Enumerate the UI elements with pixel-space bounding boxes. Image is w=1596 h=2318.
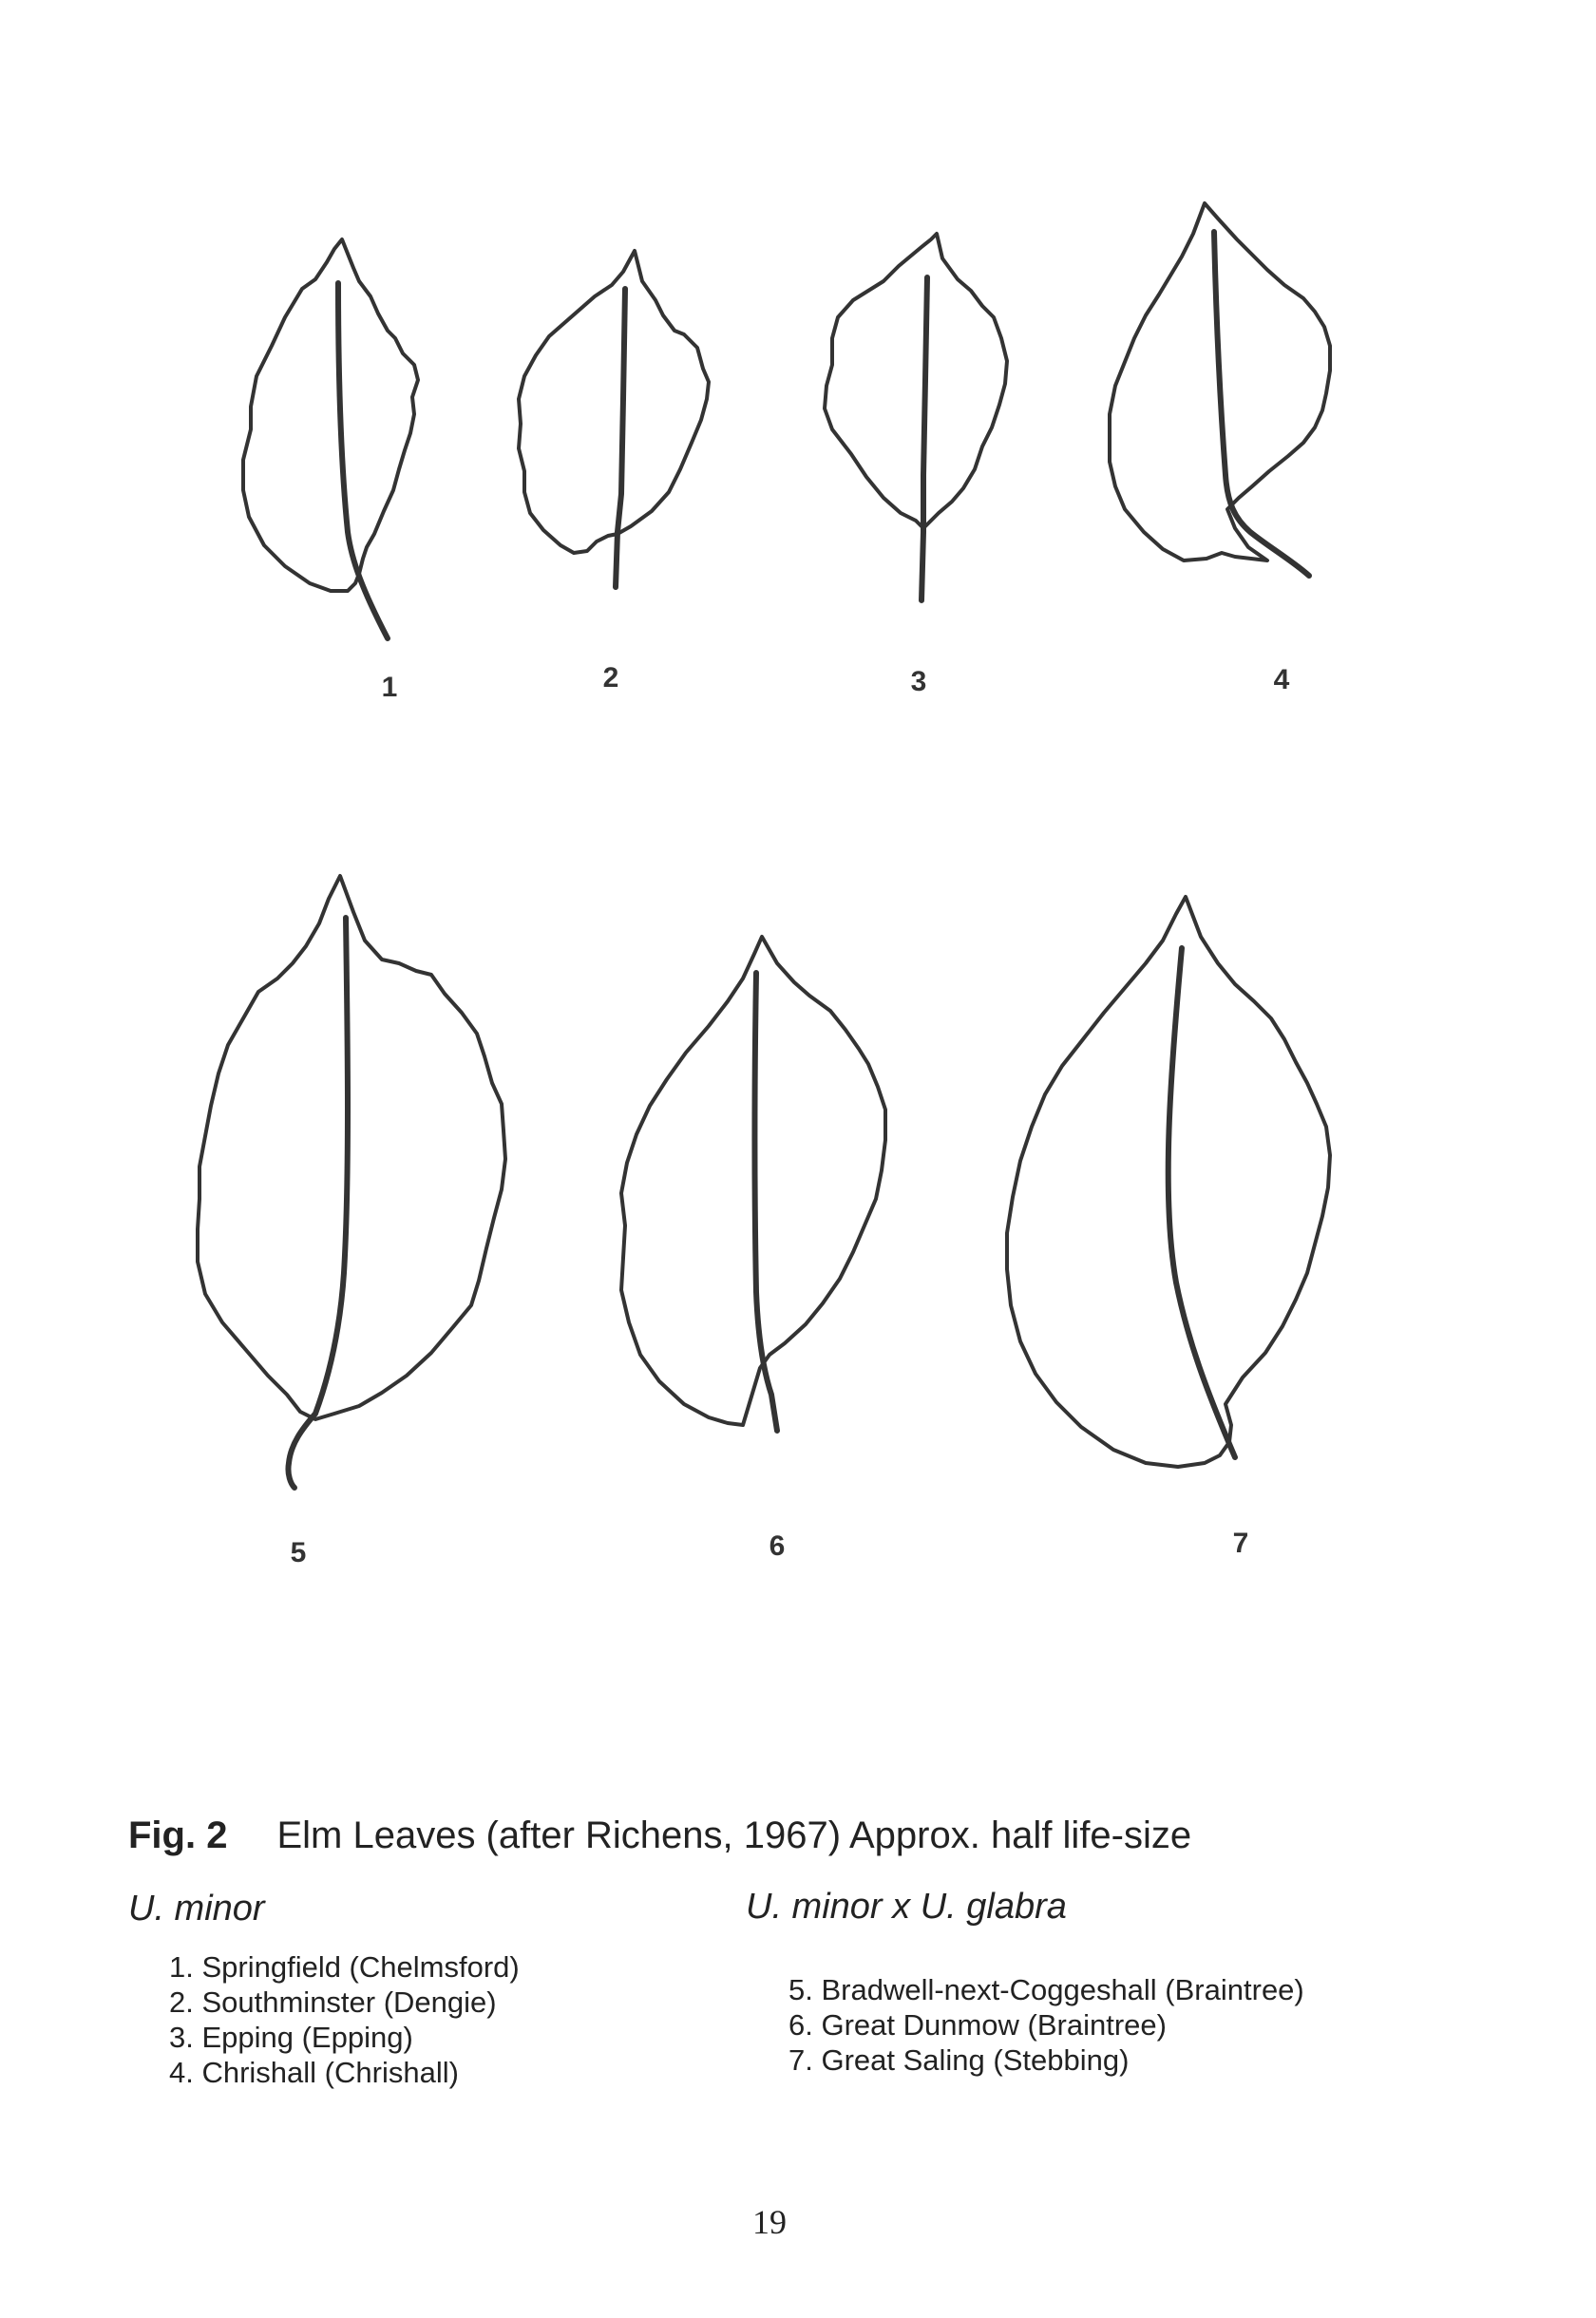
leaf-5-outline: [198, 876, 505, 1419]
legend-list-u-minor: [169, 1949, 520, 2090]
legend-item: 3. Epping (Epping): [169, 2021, 413, 2054]
figure-title: Elm Leaves (after Richens, 1967) Approx. half life-size: [276, 1814, 1192, 1856]
legend-item: 7. Great Saling (Stebbing): [788, 2043, 1130, 2077]
legend-item: 2. Southminster (Dengie): [169, 1986, 497, 2019]
leaf-number-6: 6: [769, 1530, 786, 1562]
group-heading-u-minor-x-u-glabra: U. minor x U. glabra: [746, 1887, 1067, 1927]
leaf-4-midrib: [1214, 232, 1309, 576]
legend-item: 5. Bradwell-next-Coggeshall (Braintree): [788, 1973, 1304, 2006]
leaf-3-outline: [825, 234, 1007, 528]
leaf-6-midrib: [755, 973, 778, 1431]
leaf-5-midrib: [288, 918, 348, 1488]
group-heading-u-minor: U. minor: [128, 1889, 265, 1928]
figure-label: Fig. 2: [128, 1814, 228, 1856]
legend-item: 4. Chrishall (Chrishall): [169, 2056, 459, 2089]
leaf-2: [519, 251, 709, 587]
leaf-number-2: 2: [602, 662, 619, 694]
legend-item: 6. Great Dunmow (Braintree): [788, 2008, 1167, 2042]
leaf-1-midrib: [338, 283, 388, 638]
leaf-5: [198, 876, 505, 1488]
leaf-2-midrib: [616, 289, 625, 587]
leaf-number-4: 4: [1273, 664, 1290, 695]
leaf-number-7: 7: [1232, 1528, 1249, 1559]
leaf-1: [243, 239, 418, 638]
leaf-7-midrib: [1168, 948, 1235, 1457]
leaf-number-5: 5: [290, 1537, 307, 1568]
leaf-6: [621, 937, 885, 1431]
legend-item: 1. Springfield (Chelmsford): [169, 1950, 520, 1984]
leaf-number-3: 3: [910, 666, 927, 697]
leaf-3: [825, 234, 1007, 600]
page-number: 19: [752, 2203, 787, 2241]
leaf-number-1: 1: [381, 672, 398, 703]
figure-caption: [128, 1814, 1191, 1857]
leaf-1-outline: [243, 239, 418, 591]
leaf-3-midrib: [922, 277, 927, 600]
legend-list-u-minor-x-u-glabra: [788, 1972, 1304, 2078]
leaf-7: [1007, 897, 1330, 1467]
leaf-4: [1110, 203, 1330, 576]
leaf-2-outline: [519, 251, 709, 553]
